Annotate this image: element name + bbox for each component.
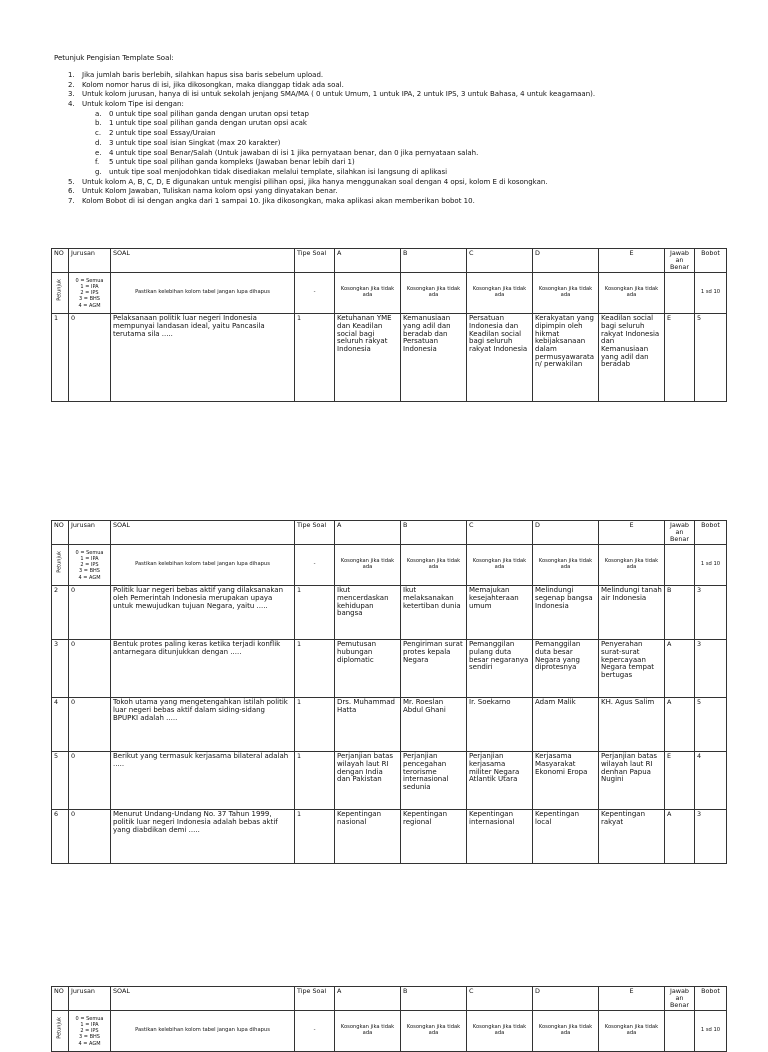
instruction-number: 6.: [68, 187, 75, 196]
header-a: A: [335, 987, 401, 1011]
petunjuk-opsi: Kosongkan jika tidak ada: [467, 545, 533, 586]
petunjuk-opsi: Kosongkan jika tidak ada: [533, 1011, 599, 1052]
header-tipe: Tipe Soal: [295, 249, 335, 273]
header-no: NO: [52, 249, 69, 273]
petunjuk-label-text: Petunjuk: [56, 1017, 63, 1040]
header-d: D: [533, 249, 599, 273]
jurusan-code: 2 = IPS: [80, 290, 99, 297]
instruction-text: 2 untuk tipe soal Essay/Uraian: [109, 129, 216, 138]
cell-soal: Tokoh utama yang mengetengahkan istilah politik luar negeri bebas aktif dalam siding-sidang BPUPKI adalah .....: [111, 698, 295, 752]
petunjuk-label-text: Petunjuk: [56, 551, 63, 574]
instruction-text: 4 untuk tipe soal Benar/Salah (Untuk jawaban di isi 1 jika pernyataan benar, dan 0 jika pernyataan salah.: [109, 148, 479, 157]
petunjuk-opsi: Kosongkan jika tidak ada: [533, 273, 599, 314]
instruction-number: e.: [95, 148, 102, 157]
header-soal: SOAL: [111, 987, 295, 1011]
petunjuk-opsi: Kosongkan jika tidak ada: [599, 1011, 665, 1052]
instruction-text: untuk tipe soal menjodohkan tidak disediakan melalui template, silahkan isi langsung di aplikasi: [109, 167, 448, 176]
instruction-number: 1.: [68, 71, 75, 79]
header-e: E: [599, 987, 665, 1011]
header-soal: SOAL: [111, 249, 295, 273]
cell-option-b: Kemanusiaan yang adil dan beradab dan Persatuan Indonesia: [401, 314, 467, 402]
cell-no: 1: [52, 314, 69, 402]
cell-option-c: Ir. Soekarno: [467, 698, 533, 752]
petunjuk-tipe: -: [295, 1011, 335, 1052]
jurusan-code: 2 = IPS: [80, 562, 99, 569]
petunjuk-bobot: 1 sd 10: [695, 273, 727, 314]
cell-jurusan: 0: [69, 314, 111, 402]
petunjuk-opsi: Kosongkan jika tidak ada: [401, 545, 467, 586]
instruction-number: 7.: [68, 196, 75, 205]
cell-bobot: 3: [695, 640, 727, 698]
instruction-number: 2.: [68, 80, 75, 89]
instruction-number: a.: [95, 109, 102, 118]
petunjuk-opsi: Kosongkan jika tidak ada: [401, 1011, 467, 1052]
cell-jurusan: 0: [69, 586, 111, 640]
cell-tipe: 1: [295, 586, 335, 640]
instruction-number: c.: [95, 129, 102, 138]
cell-option-e: Keadilan social bagi seluruh rakyat Indonesia dan Kemanusiaan yang adil dan beradab: [599, 314, 665, 402]
cell-option-b: Mr. Roeslan Abdul Ghani: [401, 698, 467, 752]
petunjuk-jawaban: [665, 1011, 695, 1052]
header-jawaban: Jawab an Benar: [665, 987, 695, 1011]
instruction-text: Untuk kolom A, B, C, D, E digunakan untuk mengisi pilihan opsi, jika hanya menggunakan soal dengan 4 opsi, kolom E di kosongkan.: [82, 177, 548, 186]
cell-option-c: Persatuan Indonesia dan Keadilan social bagi seluruh rakyat Indonesia: [467, 314, 533, 402]
jurusan-code: 3 = BHS: [79, 1034, 100, 1041]
cell-option-e: Penyerahan surat-surat kepercayaan Negara tempat bertugas: [599, 640, 665, 698]
header-no: NO: [52, 987, 69, 1011]
cell-soal: Menurut Undang-Undang No. 37 Tahun 1999, politik luar negeri Indonesia adalah bebas aktif yang diabdikan demi .....: [111, 810, 295, 864]
petunjuk-tipe: -: [295, 545, 335, 586]
cell-option-a: Ketuhanan YME dan Keadilan social bagi seluruh rakyat Indonesia: [335, 314, 401, 402]
cell-jawaban: A: [665, 640, 695, 698]
cell-jurusan: 0: [69, 810, 111, 864]
header-bobot: Bobot: [695, 987, 727, 1011]
cell-option-d: Adam Malik: [533, 698, 599, 752]
header-c: C: [467, 987, 533, 1011]
jurusan-code: 1 = IPA: [80, 283, 99, 290]
petunjuk-row: [52, 273, 727, 314]
petunjuk-label: [52, 1011, 69, 1052]
cell-no: 2: [52, 586, 69, 640]
header-b: B: [401, 249, 467, 273]
petunjuk-soal: Pastikan kelebihan kolom tabel jangan lupa dihapus: [111, 545, 295, 586]
cell-option-b: Ikut melaksanakan ketertiban dunia: [401, 586, 467, 640]
petunjuk-soal: Pastikan kelebihan kolom tabel jangan lupa dihapus: [111, 273, 295, 314]
cell-soal: Politik luar negeri bebas aktif yang dilaksanakan oleh Pemerintah Indonesia merupakan upaya untuk mewujudkan tujuan Negara, yaitu .....: [111, 586, 295, 640]
petunjuk-opsi: Kosongkan jika tidak ada: [467, 1011, 533, 1052]
petunjuk-label: [52, 273, 69, 314]
cell-option-c: Kepentingan internasional: [467, 810, 533, 864]
header-no: NO: [52, 521, 69, 545]
table-row: [52, 810, 727, 864]
cell-option-a: Pemutusan hubungan diplomatic: [335, 640, 401, 698]
cell-jurusan: 0: [69, 640, 111, 698]
cell-bobot: 3: [695, 586, 727, 640]
instruction-text: Untuk kolom jurusan, hanya di isi untuk sekolah jenjang SMA/MA ( 0 untuk Umum, 1 untuk IPA, 2 untuk IPS, 3 untuk Bahasa, 4 untuk keagamaan).: [82, 90, 596, 99]
cell-jurusan: 0: [69, 698, 111, 752]
petunjuk-soal: Pastikan kelebihan kolom tabel jangan lupa dihapus: [111, 1011, 295, 1052]
jurusan-code: 3 = BHS: [79, 296, 100, 303]
header-a: A: [335, 249, 401, 273]
cell-tipe: 1: [295, 752, 335, 810]
table-row: [52, 698, 727, 752]
table-row: [52, 752, 727, 810]
jurusan-code: 4 = AGM: [78, 574, 101, 581]
cell-no: 6: [52, 810, 69, 864]
instruction-number: 3.: [68, 90, 75, 99]
cell-option-d: Kerjasama Masyarakat Ekonomi Eropa: [533, 752, 599, 810]
header-jurusan: Jurusan: [69, 249, 111, 273]
cell-option-a: Kepentingan nasional: [335, 810, 401, 864]
header-e: E: [599, 249, 665, 273]
instruction-item: [54, 198, 734, 208]
cell-jawaban: A: [665, 698, 695, 752]
header-b: B: [401, 521, 467, 545]
instruction-number: b.: [95, 119, 102, 128]
petunjuk-opsi: Kosongkan jika tidak ada: [335, 1011, 401, 1052]
instruction-number: 5.: [68, 177, 75, 186]
header-jawaban: Jawab an Benar: [665, 521, 695, 545]
header-row: [52, 521, 727, 545]
cell-jurusan: 0: [69, 752, 111, 810]
cell-option-e: Kepentingan rakyat: [599, 810, 665, 864]
header-bobot: Bobot: [695, 521, 727, 545]
cell-bobot: 3: [695, 810, 727, 864]
petunjuk-label-text: Petunjuk: [56, 279, 63, 302]
header-tipe: Tipe Soal: [295, 521, 335, 545]
header-c: C: [467, 521, 533, 545]
cell-option-c: Pemanggilan pulang duta besar negaranya sendiri: [467, 640, 533, 698]
cell-option-a: Ikut mencerdaskan kehidupan bangsa: [335, 586, 401, 640]
petunjuk-jawaban: [665, 545, 695, 586]
petunjuk-opsi: Kosongkan jika tidak ada: [533, 545, 599, 586]
header-jurusan: Jurusan: [69, 521, 111, 545]
petunjuk-bobot: 1 sd 10: [695, 545, 727, 586]
header-row: [52, 987, 727, 1011]
instructions-list: [54, 72, 734, 208]
cell-option-d: Kerakyatan yang dipimpin oleh hikmat kebijaksanaan dalam permusyawaratan/ perwakilan: [533, 314, 599, 402]
petunjuk-opsi: Kosongkan jika tidak ada: [335, 545, 401, 586]
header-b: B: [401, 987, 467, 1011]
instruction-number: g.: [95, 167, 102, 176]
instruction-number: f.: [95, 158, 100, 167]
jurusan-code: 3 = BHS: [79, 568, 100, 575]
cell-jawaban: E: [665, 314, 695, 402]
jurusan-code: 1 = IPA: [80, 1021, 99, 1028]
petunjuk-tipe: -: [295, 273, 335, 314]
jurusan-code: 0 = Semua: [75, 1015, 104, 1022]
jurusan-code: 2 = IPS: [80, 1028, 99, 1035]
cell-option-a: Perjanjian batas wilayah laut RI dengan India dan Pakistan: [335, 752, 401, 810]
petunjuk-row: [52, 1011, 727, 1052]
cell-no: 3: [52, 640, 69, 698]
cell-tipe: 1: [295, 698, 335, 752]
cell-option-e: KH. Agus Salim: [599, 698, 665, 752]
cell-option-c: Perjanjian kerjasama militer Negara Atlantik Utara: [467, 752, 533, 810]
petunjuk-jawaban: [665, 273, 695, 314]
header-jawaban: Jawab an Benar: [665, 249, 695, 273]
header-d: D: [533, 521, 599, 545]
cell-no: 5: [52, 752, 69, 810]
petunjuk-opsi: Kosongkan jika tidak ada: [599, 273, 665, 314]
table-row: [52, 314, 727, 402]
instruction-text: Kolom Bobot di isi dengan angka dari 1 sampai 10. Jika dikosongkan, maka aplikasi akan memberikan bobot 10.: [82, 196, 475, 205]
instruction-text: 1 untuk tipe soal pilihan ganda dengan urutan opsi acak: [109, 119, 307, 128]
instruction-text: Untuk Kolom Jawaban, Tuliskan nama kolom opsi yang dinyatakan benar.: [82, 187, 338, 196]
instruction-text: 3 untuk tipe soal isian Singkat (max 20 karakter): [109, 138, 281, 147]
petunjuk-opsi: Kosongkan jika tidak ada: [401, 273, 467, 314]
cell-tipe: 1: [295, 640, 335, 698]
table-row: [52, 640, 727, 698]
petunjuk-jurusan: [69, 1011, 111, 1052]
header-soal: SOAL: [111, 521, 295, 545]
instruction-number: d.: [95, 138, 102, 147]
instruction-text: Untuk kolom Tipe isi dengan:: [82, 100, 184, 109]
cell-soal: Pelaksanaan politik luar negeri Indonesia mempunyai landasan ideal, yaitu Pancasila terutama sila .....: [111, 314, 295, 402]
cell-bobot: 5: [695, 698, 727, 752]
instruction-text: 5 untuk tipe soal pilihan ganda kompleks (Jawaban benar lebih dari 1): [109, 158, 355, 167]
cell-no: 4: [52, 698, 69, 752]
instructions: [54, 55, 734, 208]
header-tipe: Tipe Soal: [295, 987, 335, 1011]
header-row: [52, 249, 727, 273]
petunjuk-opsi: Kosongkan jika tidak ada: [335, 273, 401, 314]
header-bobot: Bobot: [695, 249, 727, 273]
instruction-text: Kolom nomor harus di isi, jika dikosongkan, maka dianggap tidak ada soal.: [82, 80, 344, 89]
cell-option-b: Perjanjian pencegahan terorisme internasional sedunia: [401, 752, 467, 810]
cell-option-d: Melindungi segenap bangsa Indonesia: [533, 586, 599, 640]
cell-option-e: Perjanjian batas wilayah laut RI denhan Papua Nugini: [599, 752, 665, 810]
jurusan-code: 0 = Semua: [75, 277, 104, 284]
petunjuk-jurusan: [69, 545, 111, 586]
cell-option-d: Pemanggilan duta besar Negara yang diprotesnya: [533, 640, 599, 698]
instruction-text: Jika jumlah baris berlebih, silahkan hapus sisa baris sebelum upload.: [82, 71, 324, 79]
petunjuk-row: [52, 545, 727, 586]
jurusan-code: 4 = AGM: [78, 302, 101, 309]
cell-option-d: Kepentingan local: [533, 810, 599, 864]
question-table: [51, 520, 727, 864]
instruction-text: 0 untuk tipe soal pilihan ganda dengan urutan opsi tetap: [109, 109, 309, 118]
petunjuk-opsi: Kosongkan jika tidak ada: [599, 545, 665, 586]
header-c: C: [467, 249, 533, 273]
cell-option-b: Pengiriman surat protes kepala Negara: [401, 640, 467, 698]
header-a: A: [335, 521, 401, 545]
cell-jawaban: B: [665, 586, 695, 640]
question-table: [51, 248, 727, 402]
cell-option-e: Melindungi tanah air Indonesia: [599, 586, 665, 640]
cell-bobot: 5: [695, 314, 727, 402]
cell-option-c: Memajukan kesejahteraan umum: [467, 586, 533, 640]
cell-tipe: 1: [295, 810, 335, 864]
petunjuk-opsi: Kosongkan jika tidak ada: [467, 273, 533, 314]
cell-option-b: Kepentingan regional: [401, 810, 467, 864]
table-row: [52, 586, 727, 640]
header-d: D: [533, 987, 599, 1011]
cell-bobot: 4: [695, 752, 727, 810]
jurusan-code: 0 = Semua: [75, 549, 104, 556]
cell-tipe: 1: [295, 314, 335, 402]
jurusan-code: 4 = AGM: [78, 1040, 101, 1047]
cell-soal: Bentuk protes paling keras ketika terjadi konflik antarnegara ditunjukkan dengan .....: [111, 640, 295, 698]
cell-soal: Berikut yang termasuk kerjasama bilateral adalah .....: [111, 752, 295, 810]
cell-jawaban: A: [665, 810, 695, 864]
instructions-title: Petunjuk Pengisian Template Soal:: [54, 54, 174, 62]
petunjuk-label: [52, 545, 69, 586]
petunjuk-bobot: 1 sd 10: [695, 1011, 727, 1052]
question-table: [51, 986, 727, 1052]
cell-jawaban: E: [665, 752, 695, 810]
header-jurusan: Jurusan: [69, 987, 111, 1011]
cell-option-a: Drs. Muhammad Hatta: [335, 698, 401, 752]
header-e: E: [599, 521, 665, 545]
instruction-number: 4.: [68, 100, 75, 109]
petunjuk-jurusan: [69, 273, 111, 314]
jurusan-code: 1 = IPA: [80, 555, 99, 562]
